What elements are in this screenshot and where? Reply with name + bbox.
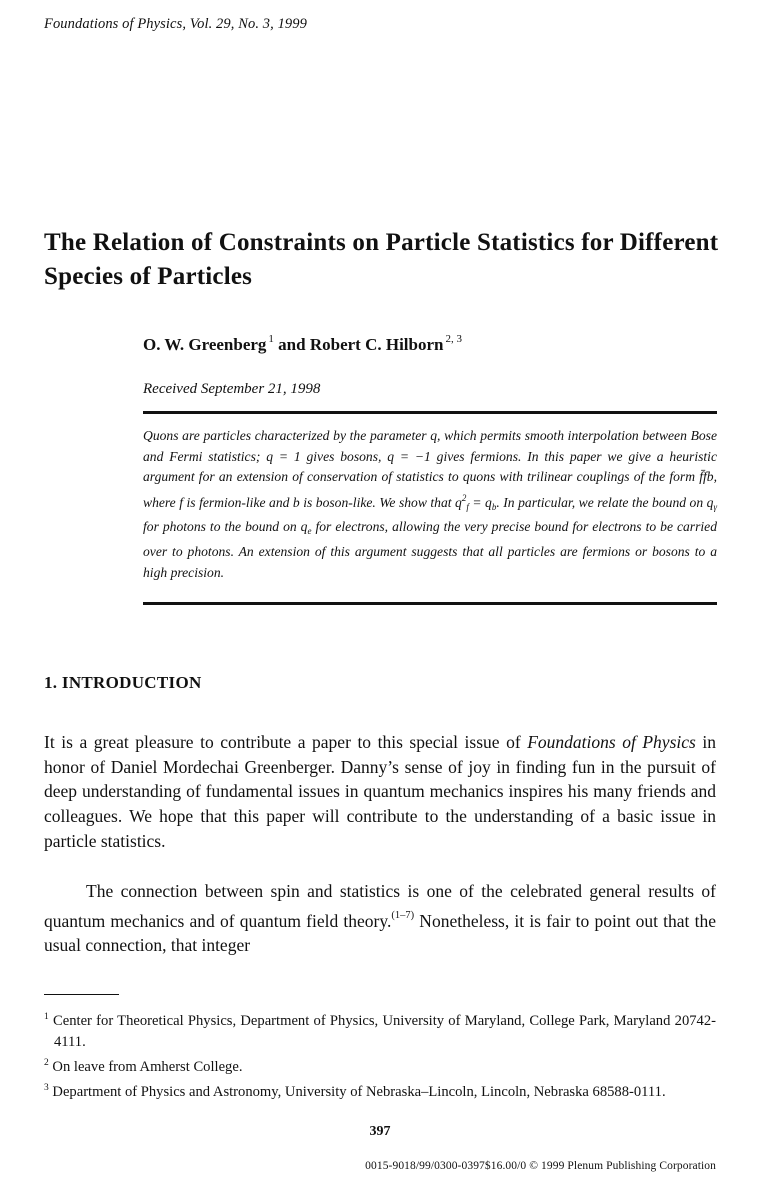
abstract-text-2: = q [468,494,492,510]
footnote [44,1007,716,1053]
abstract-subscript-gamma: γ [713,501,717,512]
paragraph-2 [44,879,716,958]
author-line [143,333,462,355]
paragraph-2-text-b: Nonetheless, it is fair to point out that the usual connection, that integer [44,910,716,956]
paper-title: The Relation of Constraints on Particle Statistics for Different Species of Particles [44,229,719,290]
abstract-bottom-rule [143,602,717,605]
section-title: INTRODUCTION [61,673,202,692]
abstract-text-1: Quons are particles characterized by the parameter q, which permits smooth interpolation between Bose and Fermi statistics; q = 1 gives bosons, q = −1 gives fermions. In this paper we give a heuristic argument for an extension of conservation of statistics to quons with trilinear couplings of the form f̄fb, where f is fermion-like and b is boson-like. We show that q [143,428,717,510]
author-2-footnote-mark: 2, 3 [445,333,462,345]
paragraph-2-text-a: The connection between spin and statistics is one of the celebrated general results of quantum mechanics and of quantum field theory. [44,881,716,931]
paragraph-1-text-a: It is a great pleasure to contribute a paper to this special issue of [44,732,528,752]
page-number: 397 [369,1124,391,1139]
footnotes [44,1007,716,1103]
running-head: Foundations of Physics, Vol. 29, No. 3, 1999 [44,16,307,32]
copyright-line: 0015-9018/99/0300-0397$16.00/0 © 1999 Plenum Publishing Corporation [365,1160,716,1172]
abstract-superscript: 2 [461,492,467,503]
abstract-subscript-e: e [307,526,312,537]
abstract [143,426,717,583]
footnote-rule [44,994,119,995]
abstract-text-4: for photons to the bound on q [143,519,308,535]
section-number: 1. [44,673,58,692]
abstract-subscript-f: f [466,501,469,512]
author-2: Robert C. Hilborn [309,335,444,354]
citation-reference: (1–7) [391,909,415,921]
abstract-subscript-b: b [491,501,497,512]
journal-name: Foundations of Physics [527,732,696,752]
paragraph-1 [44,730,716,854]
author-1-footnote-mark: 1 [268,333,274,345]
abstract-text-5: for electrons, allowing the very precise bound for electrons to be carried over to photons. An extension of this argument suggests that all particles are fermions or bosons to a high precision. [143,519,717,580]
footnote [44,1053,716,1078]
footnote-text: Department of Physics and Astronomy, University of Nebraska–Lincoln, Lincoln, Nebraska 68588-0111. [52,1084,666,1100]
footnote-mark: 2 [44,1058,49,1068]
author-1: O. W. Greenberg [143,335,267,354]
footnote-mark: 1 [44,1012,49,1022]
author-conjunction: and [278,335,306,354]
footnote-text: On leave from Amherst College. [52,1059,243,1075]
footnote-mark: 3 [44,1083,49,1093]
footnote-text: Center for Theoretical Physics, Department of Physics, University of Maryland, College Park, Maryland 20742-4111. [53,1013,716,1050]
footnote [44,1078,716,1103]
abstract-top-rule [143,411,717,414]
abstract-text-3: . In particular, we relate the bound on q [496,494,714,510]
paragraph-1-text-b: in honor of Daniel Mordechai Greenberger. Danny’s sense of joy in finding fun in the pursuit of deep understanding of fundamental issues in quantum mechanics inspires his many friends and colleagues. We hope that this paper will contribute to the understanding of a basic issue in particle statistics. [44,732,716,851]
section-heading [44,673,202,693]
received-date: Received September 21, 1998 [143,381,321,397]
